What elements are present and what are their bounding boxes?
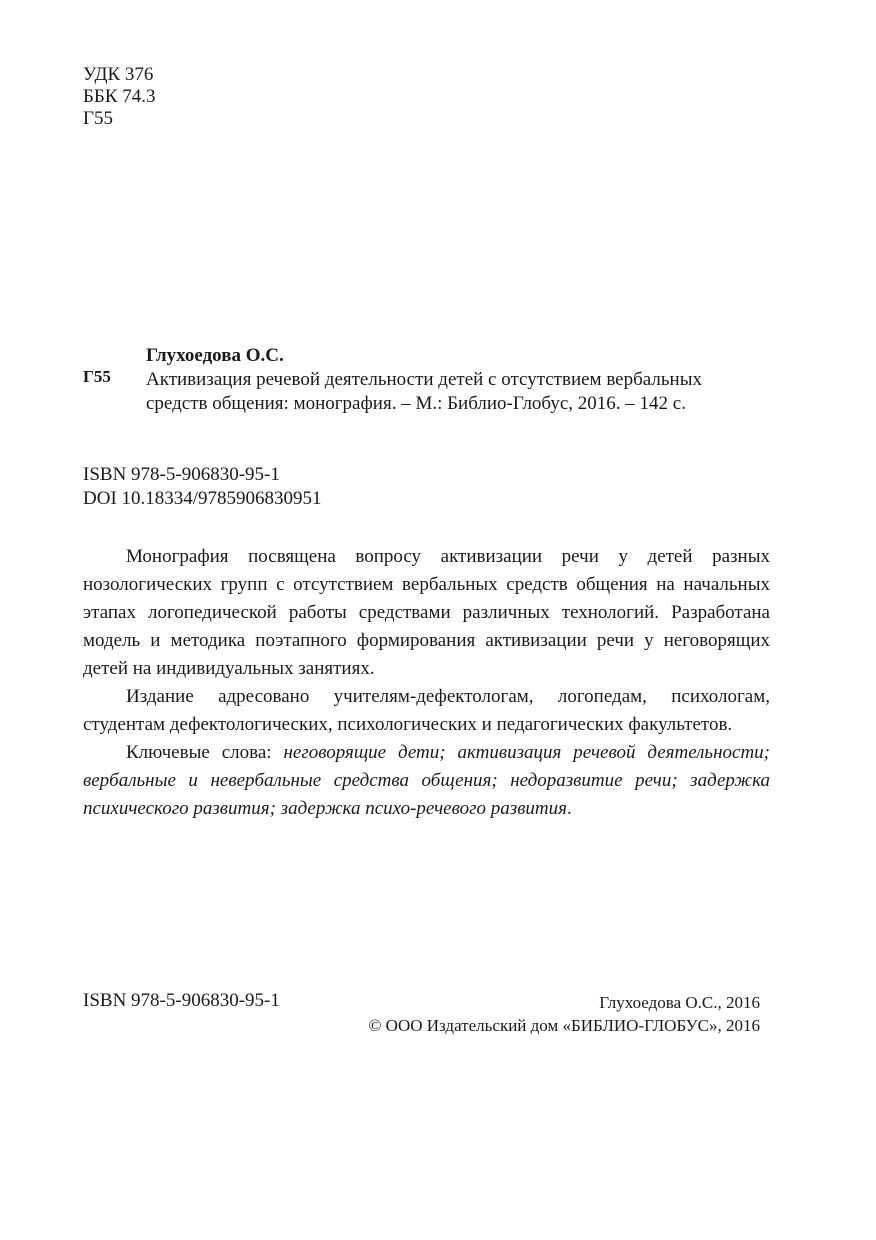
author-mark: Г55 bbox=[83, 108, 113, 129]
footer-isbn: ISBN 978-5-906830-95-1 bbox=[83, 990, 280, 1011]
abstract-paragraph-2: Издание адресовано учителям-дефектологам, логопедам, психологам, студентам дефектологических, психологических и педагогических факультетов. bbox=[83, 686, 770, 735]
copyright-author: Глухоедова О.С., 2016 bbox=[599, 993, 760, 1012]
udk-code: УДК 376 bbox=[83, 64, 154, 85]
keywords-paragraph bbox=[83, 739, 770, 823]
isbn: ISBN 978-5-906830-95-1 bbox=[83, 464, 280, 485]
abstract-paragraph-1: Монография посвящена вопросу активизации речи у детей разных нозологических групп с отсутствием вербальных средств общения на начальных этапах логопедической работы средствами различных технологий. Разработана модель и методика поэтапного формирования активизации речи у неговорящих детей на индивидуальных занятиях. bbox=[83, 546, 770, 679]
copyright-publisher: © ООО Издательский дом «БИБЛИО-ГЛОБУС», 2016 bbox=[368, 1016, 760, 1035]
title-line-1: Активизация речевой деятельности детей с отсутствием вербальных bbox=[146, 369, 702, 390]
bbk-code: ББК 74.3 bbox=[83, 86, 156, 107]
title-line-2: средств общения: монография. – М.: Библио-Глобус, 2016. – 142 с. bbox=[146, 393, 686, 414]
bibliographic-record bbox=[146, 344, 766, 416]
classification-block bbox=[83, 64, 156, 130]
keywords-label: Ключевые слова: bbox=[126, 742, 284, 763]
catalog-author-mark: Г55 bbox=[83, 367, 111, 386]
copyright-block bbox=[369, 991, 761, 1037]
author-name: Глухоедова О.С. bbox=[146, 345, 284, 366]
abstract bbox=[83, 543, 770, 823]
keywords-list: неговорящие дети; активизация речевой деятельности; вербальные и невербальные средства общения; недоразвитие речи; задержка психического развития; задержка психо-речевого развития bbox=[83, 742, 770, 819]
identifiers-block bbox=[83, 463, 322, 511]
doi: DOI 10.18334/9785906830951 bbox=[83, 488, 322, 509]
keywords-end: . bbox=[567, 798, 572, 819]
